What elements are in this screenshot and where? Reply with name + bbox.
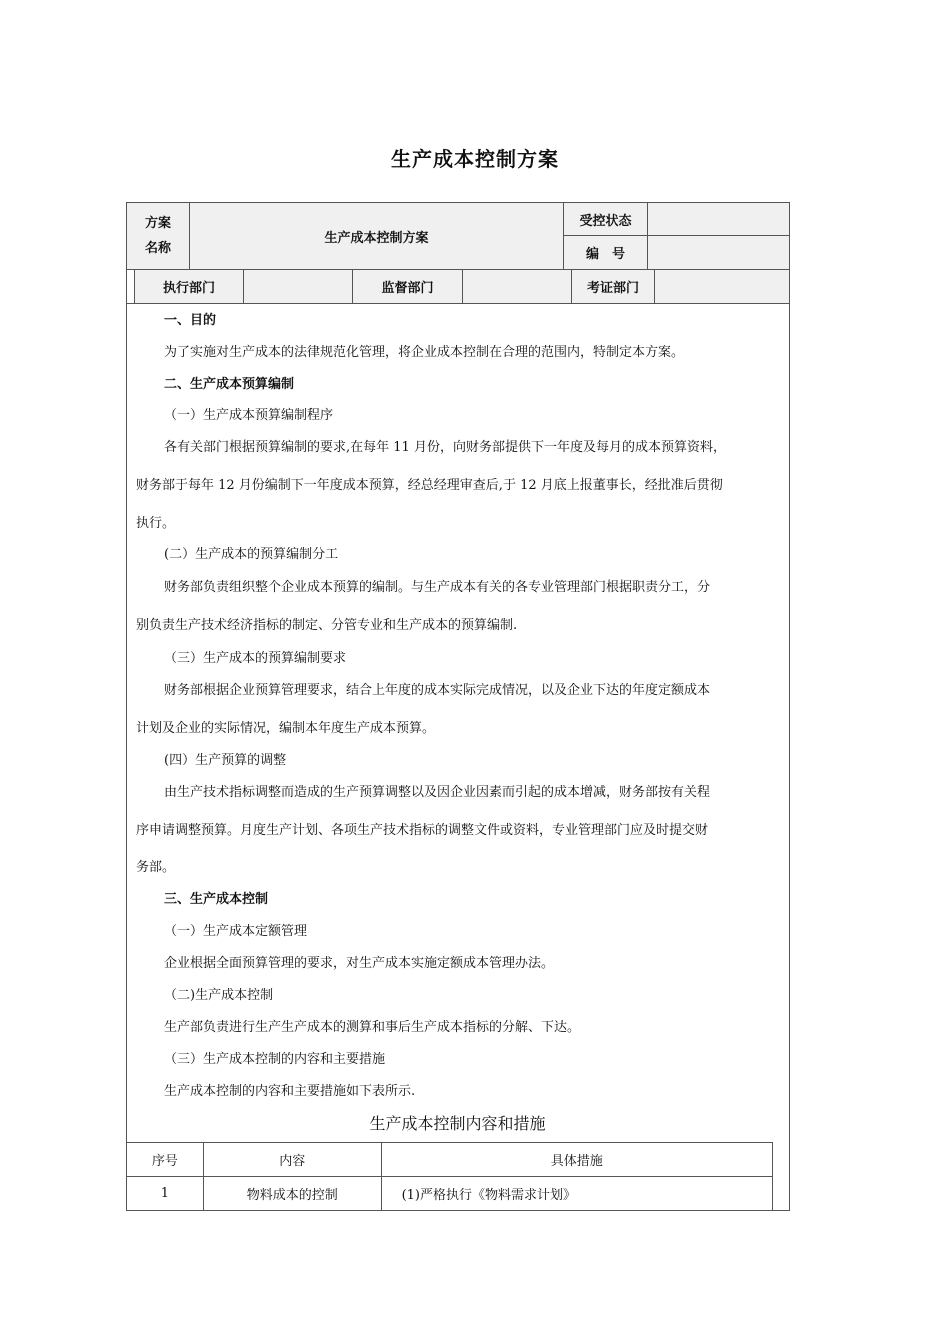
table-header-row — [127, 1143, 773, 1177]
exec-dept-value — [244, 270, 352, 303]
table-cell: (1)严格执行《物料需求计划》 — [381, 1177, 772, 1211]
divider — [654, 270, 655, 303]
subsection-heading: （一）生产成本预算编制程序 — [164, 408, 334, 423]
verify-dept-value — [655, 270, 789, 303]
paragraph: 各有关部门根据预算编制的要求,在每年 11 月份，向财务部提供下一年度及每月的成本预算资料， — [164, 440, 726, 455]
divider — [134, 270, 135, 303]
subsection-heading: (二）生产成本的预算编制分工 — [164, 547, 339, 562]
plan-name-label-cell — [127, 203, 189, 269]
number-value — [648, 236, 789, 269]
subsection-heading: （一）生产成本定额管理 — [164, 924, 308, 939]
divider — [189, 203, 190, 269]
paragraph: 由生产技术指标调整而造成的生产预算调整以及因企业因素而引起的成本增减，财务部按有关程 — [164, 785, 711, 800]
control-status-label: 受控状态 — [564, 203, 647, 235]
plan-name-label-1: 方案 — [144, 216, 171, 231]
section-heading: 一、目的 — [164, 313, 217, 328]
content-bottom-border — [126, 1210, 790, 1211]
subsection-heading: （三）生产成本控制的内容和主要措施 — [164, 1052, 386, 1067]
plan-name-value: 生产成本控制方案 — [190, 203, 563, 269]
divider — [647, 203, 648, 269]
paragraph: 财务部负责组织整个企业成本预算的编制。与生产成本有关的各专业管理部门根据职责分工，分 — [164, 580, 711, 595]
divider — [571, 270, 572, 303]
table-cell: 物料成本的控制 — [203, 1177, 381, 1211]
subsection-heading: （三）生产成本的预算编制要求 — [164, 651, 347, 666]
paragraph: 生产成本控制的内容和主要措施如下表所示. — [164, 1084, 416, 1099]
document-title: 生产成本控制方案 — [391, 147, 559, 171]
supervise-dept-value — [463, 270, 571, 303]
paragraph: 计划及企业的实际情况，编制本年度生产成本预算。 — [136, 721, 436, 736]
column-header: 序号 — [127, 1143, 204, 1177]
exec-dept-label: 执行部门 — [135, 270, 243, 303]
section-heading: 二、生产成本预算编制 — [164, 377, 295, 392]
paragraph: 执行。 — [136, 516, 176, 531]
column-header: 具体措施 — [381, 1143, 772, 1177]
paragraph: 务部。 — [136, 860, 176, 875]
table-cell: 1 — [127, 1177, 204, 1211]
divider — [563, 235, 789, 236]
paragraph: 为了实施对生产成本的法律规范化管理，将企业成本控制在合理的范围内，特制定本方案。 — [164, 345, 685, 360]
verify-dept-label: 考证部门 — [572, 270, 654, 303]
plan-name-label-2: 名称 — [144, 241, 171, 256]
supervise-dept-label: 监督部门 — [353, 270, 462, 303]
divider — [243, 270, 244, 303]
divider — [127, 269, 789, 270]
divider — [563, 203, 564, 269]
paragraph: 企业根据全面预算管理的要求，对生产成本实施定额成本管理办法。 — [164, 956, 555, 971]
divider — [462, 270, 463, 303]
divider — [352, 270, 353, 303]
control-status-value — [648, 203, 789, 235]
paragraph: 财务部根据企业预算管理要求，结合上年度的成本实际完成情况，以及企业下达的年度定额成本 — [164, 683, 711, 698]
paragraph: 财务部于每年 12 月份编制下一年度成本预算，经总经理审查后,于 12 月底上报董事长，经批准后贯彻 — [136, 478, 723, 493]
subsection-heading: （二)生产成本控制 — [164, 988, 274, 1003]
column-header: 内容 — [203, 1143, 381, 1177]
paragraph: 生产部负责进行生产生产成本的测算和事后生产成本指标的分解、下达。 — [164, 1020, 581, 1035]
subsection-heading: (四）生产预算的调整 — [164, 753, 287, 768]
measures-table — [126, 1142, 773, 1211]
table-row — [127, 1177, 773, 1211]
number-label: 编 号 — [564, 236, 647, 269]
section-heading: 三、生产成本控制 — [164, 892, 269, 907]
measures-table-title: 生产成本控制内容和措施 — [369, 1114, 546, 1133]
paragraph: 序申请调整预算。月度生产计划、各项生产技术指标的调整文件或资料，专业管理部门应及时提交财 — [136, 823, 709, 838]
paragraph: 别负责生产技术经济指标的制定、分管专业和生产成本的预算编制. — [136, 618, 518, 633]
